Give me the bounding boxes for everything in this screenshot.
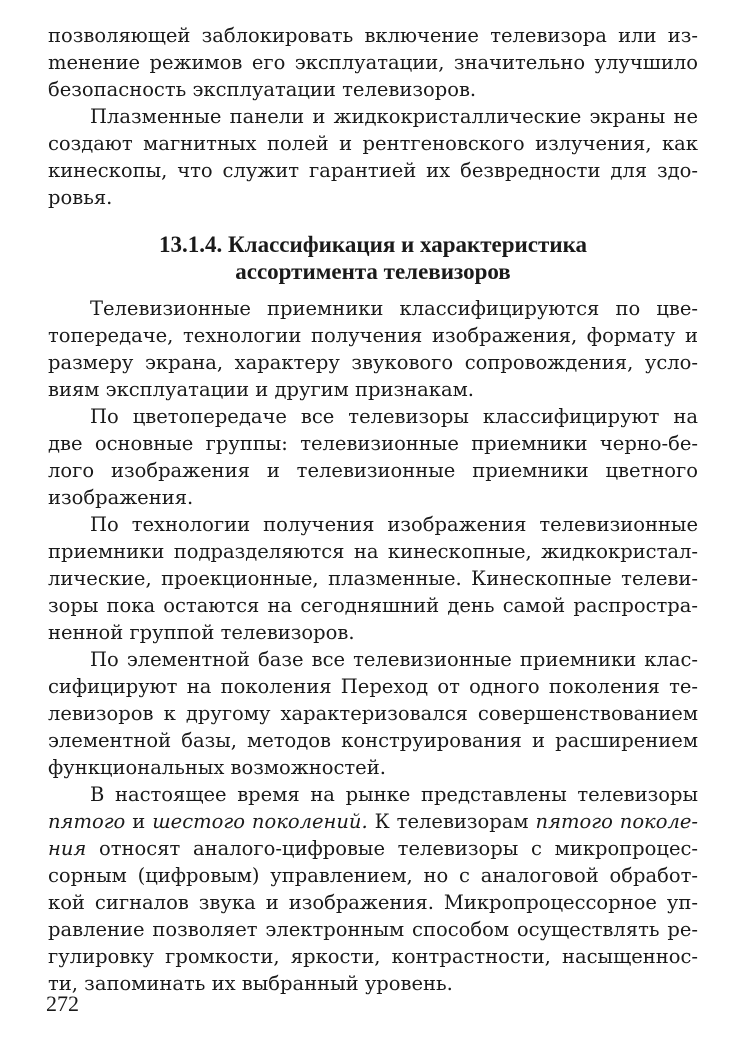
- page-number: 272: [46, 991, 79, 1016]
- italic-run: пятого поколения: [48, 810, 698, 860]
- section-title-line1: Классификация и характеристика: [228, 232, 587, 257]
- section-title-line2: ассортимента телевизоров: [235, 259, 511, 284]
- paragraph-technology: По технологии получения изображения телевизионные приемники подразделяются на кинескопные, жидкокристаллические, проекционные, плазменные. Кинескопные телевизоры пока остаются на сегодняшний день самой распространенной группой телевизоров.: [48, 513, 698, 644]
- section-number: 13.1.4.: [159, 232, 223, 257]
- italic-run: шестого поколений.: [152, 810, 368, 833]
- paragraph-plasma-panels: Плазменные панели и жидкокристаллические экраны не создают магнитных полей и рентгеновского излучения, как кинескопы, что служит гарантией их безвредности для здоровья.: [48, 105, 698, 209]
- italic-run: пятого: [48, 810, 126, 833]
- text-run: и: [125, 810, 153, 833]
- text-run: В настоящее время на рынке представлены телевизоры: [90, 783, 698, 806]
- paragraph-color: По цветопередаче все телевизоры классифицируют на две основные группы: телевизионные приемники черно-белого изображения и телевизионные приемники цветного изображения.: [48, 405, 698, 509]
- paragraph-classification: Телевизионные приемники классифицируются по цветопередаче, технологии получения изображения, формату и размеру экрана, характеру звукового сопровождения, условиям эксплуатации и другим признакам.: [48, 297, 698, 401]
- section-heading: [48, 231, 698, 285]
- paragraph-generations: По элементной базе все телевизионные приемники классифицируют на поколения Переход от одного поколения телевизоров к другому характеризовался совершенствованием элементной базы, методов конструирования и расширением функциональных возможностей.: [48, 648, 698, 779]
- paragraph-current-market: [48, 781, 698, 997]
- body-text: [48, 22, 698, 997]
- paragraph-continued: позволяющей заблокировать включение телевизора или изmенение режимов его эксплуатации, значительно улучшило безопасность эксплуатации телевизоров.: [48, 24, 698, 101]
- text-run: относят аналого-цифровые телевизоры с микропроцессорным (цифровым) управлением, но с аналоговой обработкой сигналов звука и изображения. Микропроцессорное управление позволяет электронным способом осуществлять регулировку громкости, яркости, контрастности, насыщенности, запоминать их выбранный уровень.: [48, 837, 698, 995]
- text-run: К телевизорам: [367, 810, 536, 833]
